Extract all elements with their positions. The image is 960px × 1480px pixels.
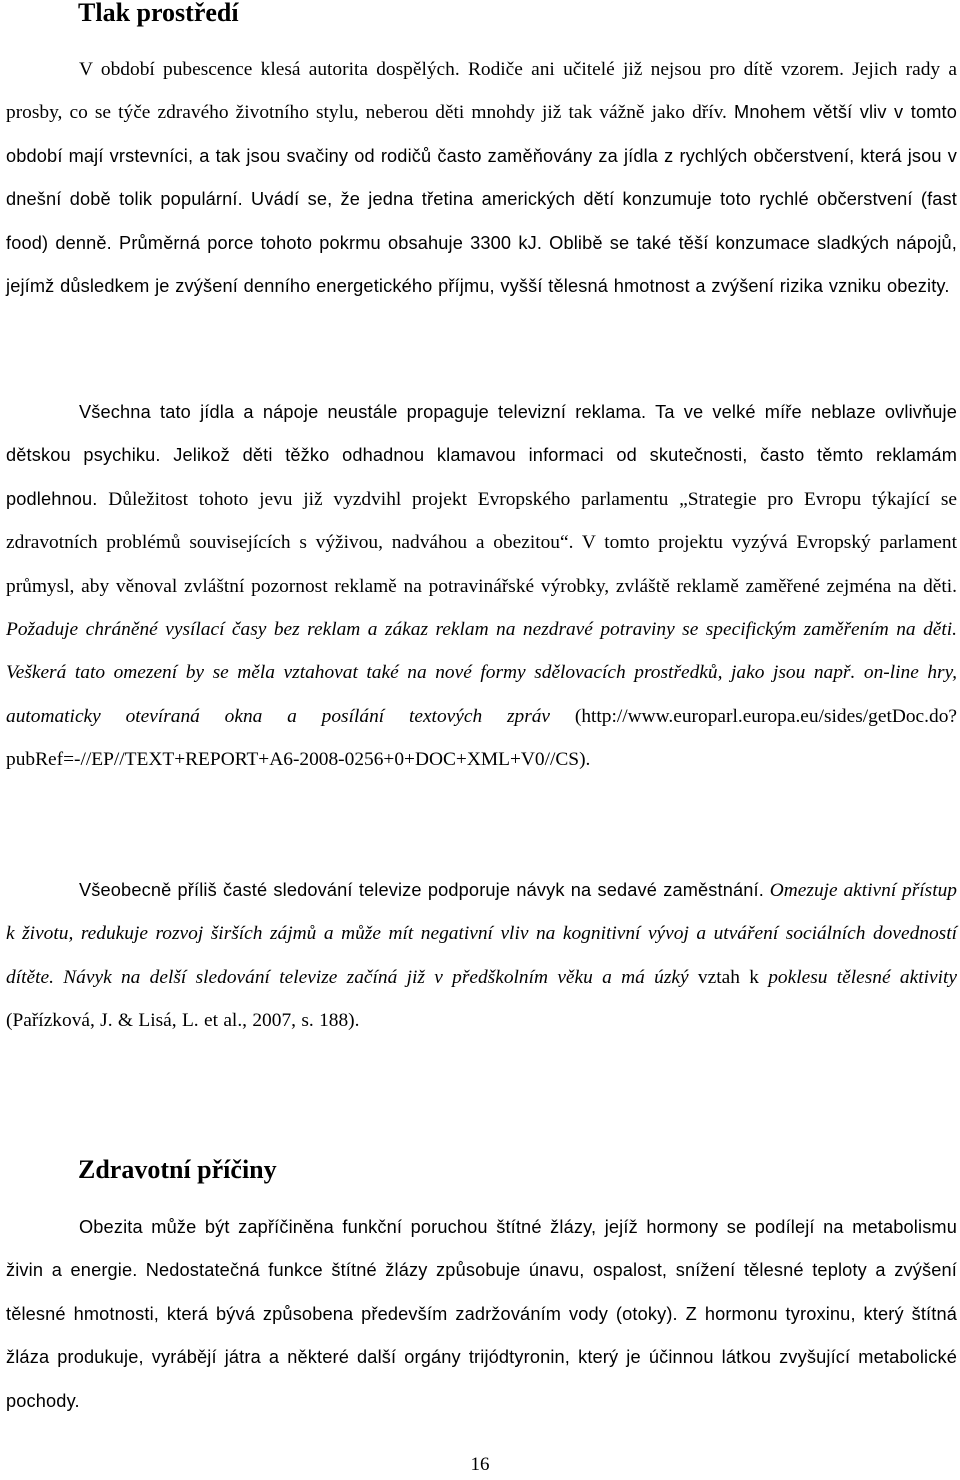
paragraph-2-italic-quote: Požaduje chráněné vysílací časy bez reklam a zákaz reklam na nezdravé potraviny se specifickým zaměřením na děti. Veškerá tato omezení by se měla vztahovat také na nové formy sdělovacích prostředků, jako jsou např. on-line hry, automaticky otevíraná okna a posílání textových zpráv xyxy=(6,619,957,727)
section-heading-zdravotni-priciny: Zdravotní příčiny xyxy=(78,1155,277,1184)
paragraph-2-source-url: (http://www.europarl.europa.eu/sides/getDoc.do?pubRef=-//EP//TEXT+REPORT+A6-2008-0256+0+DOC+XML+V0//CS). xyxy=(6,705,957,771)
paragraph-2-sentence-1: Všechna tato jídla a nápoje neustále propaguje televizní reklama. Ta ve velké míře neblaze ovlivňuje dětskou psychiku. Jelikož děti těžko odhadnou klamavou informaci od skutečnosti, často těmto reklamám podlehnou. xyxy=(6,402,957,509)
paragraph-1-sentence-1: V období pubescence klesá autorita dospělých. Rodiče ani učitelé již nejsou pro dítě vzorem. Jejich rady a prosby, co se týče zdravého životního stylu, neberou děti mnohdy již tak vážně jako dřív. xyxy=(6,59,957,124)
page-number: 16 xyxy=(470,1454,490,1475)
paragraph-3-sentence-1: Všeobecně příliš časté sledování televize podporuje návyk na sedavé zaměstnání. xyxy=(79,880,764,900)
paragraph-3-plain-fragment: vztah k xyxy=(697,966,759,988)
paragraph-2 xyxy=(6,391,957,782)
paragraph-4-sentence-1: Obezita může být zapříčiněna funkční poruchou štítné žlázy, jejíž hormony se podílejí na metabolismu živin a energie. xyxy=(6,1217,957,1281)
paragraph-3-citation: (Pařízková, J. & Lisá, L. et al., 2007, s. 188). xyxy=(6,1010,360,1032)
paragraph-1 xyxy=(6,48,957,308)
paragraph-1-sentence-2: Mnohem větší vliv v tomto období mají vrstevníci, a tak jsou svačiny od rodičů často zaměňovány za jídla z rychlých občerstvení, která jsou v dnešní době tolik populární. Uvádí se, že jedna třetina amerických dětí konzumuje toto rychlé občerstvení (fast food) denně. Průměrná porce tohoto pokrmu obsahuje 3300 kJ. Oblibě se také těší konzumace sladkých nápojů, jejímž důsledkem je zvýšení denního energetického příjmu, vyšší tělesná hmotnost a zvýšení rizika vzniku obezity. xyxy=(6,102,957,297)
paragraph-3 xyxy=(6,869,957,1043)
paragraph-4 xyxy=(6,1206,957,1423)
paragraph-3-italic-quote: Omezuje aktivní přístup k životu, redukuje rozvoj širších zájmů a může mít negativní vliv na kognitivní vývoj a utváření sociálních dovedností dítěte. Návyk na delší sledování televize začíná již v předškolním věku a má úzký xyxy=(6,880,958,988)
paragraph-2-sentence-2: Důležitost tohoto jevu již vyzdvihl projekt Evropského parlamentu „Strategie pro Evropu týkající se zdravotních problémů souvisejících s výživou, nadváhou a obezitou“. V tomto projektu vyzývá Evropský parlament průmysl, aby věnoval zvláštní pozornost reklamě na potravinářské výrobky, zvláště reklamě zaměřené zejména na děti. xyxy=(6,488,957,597)
paragraph-3-italic-end: poklesu tělesné aktivity xyxy=(768,966,957,988)
section-heading-tlak-prostredi: Tlak prostředí xyxy=(78,0,239,27)
paragraph-4-sentence-2: Nedostatečná funkce štítné žlázy způsobuje únavu, ospalost, snížení tělesné teploty a zvýšení tělesné hmotnosti, která bývá způsobena především zadržováním vody (otoky). Z hormonu tyroxinu, který štítná žláza produkuje, vyrábějí játra a některé další orgány trijódtyronin, který je účinnou látkou zvyšující metabolické pochody. xyxy=(6,1260,957,1411)
